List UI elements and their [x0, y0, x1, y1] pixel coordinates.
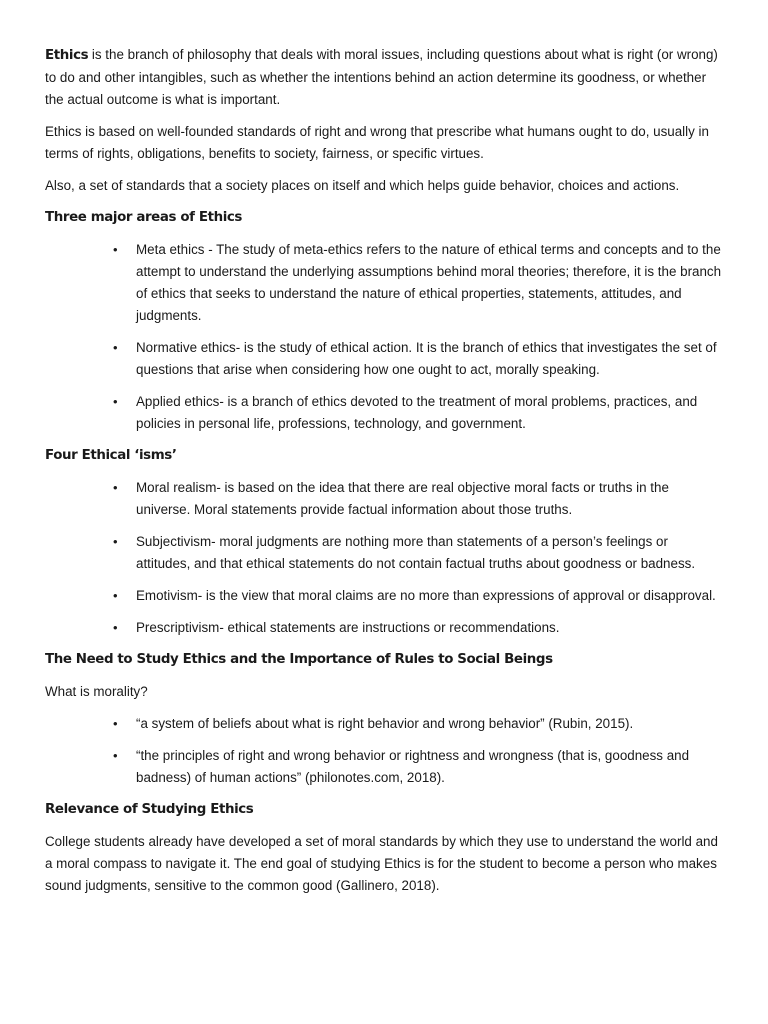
list-item-text: Emotivism- is the view that moral claims are no more than expressions of approval or disapproval. [136, 588, 716, 603]
bullet-icon: • [113, 534, 118, 549]
list-item [45, 477, 724, 521]
bullet-icon: • [113, 480, 118, 495]
bullet-icon: • [113, 748, 118, 763]
intro-paragraph-1 [45, 44, 724, 111]
heading-relevance-of-studying-ethics: Relevance of Studying Ethics [45, 802, 254, 817]
intro-paragraph-2: Ethics is based on well-founded standards of right and wrong that prescribe what humans ought to do, usually in terms of rights, obligations, benefits to society, fairness, or specific virtues. [45, 124, 709, 161]
list-item-text: Prescriptivism- ethical statements are instructions or recommendations. [136, 620, 560, 635]
heading-need-to-study-ethics: The Need to Study Ethics and the Importance of Rules to Social Beings [45, 652, 553, 667]
list-item [45, 239, 724, 327]
list-item [45, 713, 724, 735]
list-item-text: “a system of beliefs about what is right behavior and wrong behavior” (Rubin, 2015). [136, 716, 634, 731]
list-item-text: Normative ethics- is the study of ethical action. It is the branch of ethics that investigates the set of questions that arise when considering how one ought to act, morally speaking. [136, 340, 717, 377]
relevance-paragraph: College students already have developed a set of moral standards by which they use to understand the world and a moral compass to navigate it. The end goal of studying Ethics is for the student to become a person who makes sound judgments, sensitive to the common good (Gallinero, 2018). [45, 834, 718, 893]
list-item-text: Subjectivism- moral judgments are nothing more than statements of a person’s feelings or attitudes, and that ethical statements do not contain factual truths about goodness or badness. [136, 534, 696, 571]
list-item [45, 585, 724, 607]
heading-three-major-areas: Three major areas of Ethics [45, 210, 242, 225]
list-item [45, 617, 724, 639]
bullet-icon: • [113, 340, 118, 355]
bullet-icon: • [113, 394, 118, 409]
list-item [45, 745, 724, 789]
list-item-text: “the principles of right and wrong behavior or rightness and wrongness (that is, goodness and badness) of human actions” (philonotes.com, 2018). [136, 748, 690, 785]
lead-term: Ethics [45, 48, 89, 63]
intro-paragraph-1-text: is the branch of philosophy that deals with moral issues, including questions about what is right (or wrong) to do and other intangibles, such as whether the intentions behind an action determine its goodness, or whether the actual outcome is what is important. [45, 47, 718, 107]
heading-four-ethical-isms: Four Ethical ‘isms’ [45, 448, 177, 463]
bullet-icon: • [113, 620, 118, 635]
intro-paragraph-3: Also, a set of standards that a society places on itself and which helps guide behavior, choices and actions. [45, 178, 680, 193]
bullet-icon: • [113, 716, 118, 731]
list-ethical-isms [45, 477, 724, 639]
list-item [45, 531, 724, 575]
bullet-icon: • [113, 242, 118, 257]
list-item-text: Meta ethics - The study of meta-ethics refers to the nature of ethical terms and concepts and to the attempt to understand the underlying assumptions behind moral theories; therefore, it is the branch of ethics that seeks to understand the nature of ethical properties, statements, attitudes, and judgments. [136, 242, 722, 323]
list-item [45, 391, 724, 435]
list-major-areas [45, 239, 724, 435]
morality-question: What is morality? [45, 684, 148, 699]
bullet-icon: • [113, 588, 118, 603]
list-item [45, 337, 724, 381]
list-morality-definitions [45, 713, 724, 789]
list-item-text: Applied ethics- is a branch of ethics devoted to the treatment of moral problems, practices, and policies in personal life, professions, technology, and government. [136, 394, 698, 431]
list-item-text: Moral realism- is based on the idea that there are real objective moral facts or truths in the universe. Moral statements provide factual information about those truths. [136, 480, 669, 517]
